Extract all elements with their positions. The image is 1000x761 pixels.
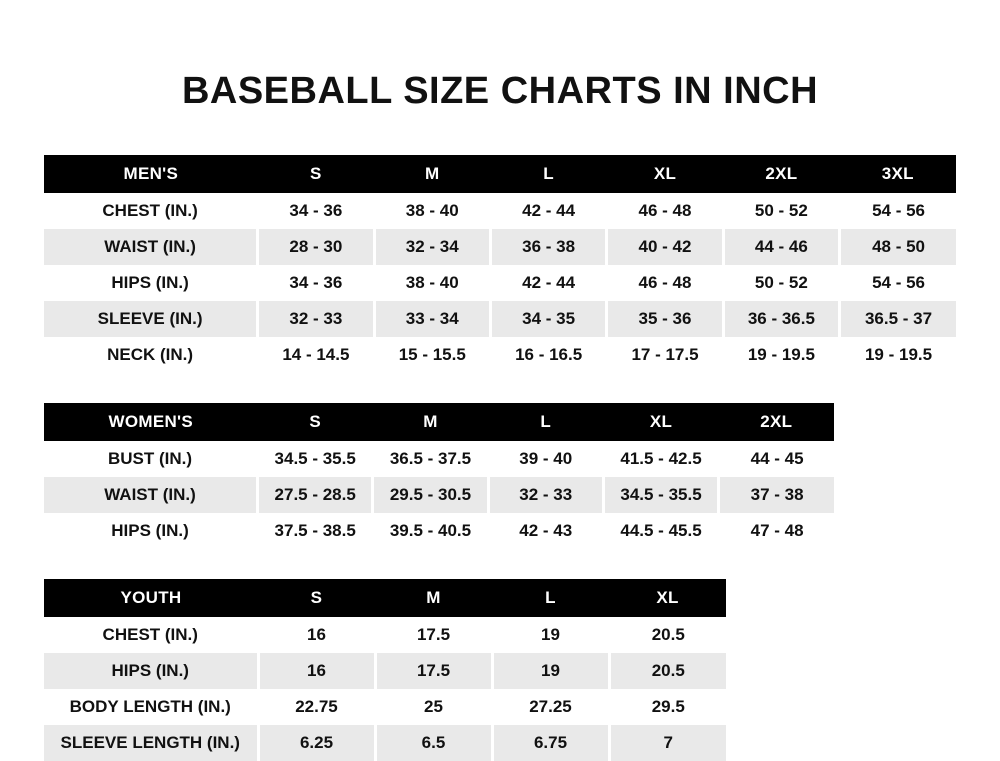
mens-header-category: MEN'S bbox=[44, 155, 258, 193]
cell: 36.5 - 37 bbox=[840, 301, 956, 337]
table-row bbox=[44, 689, 726, 725]
youth-header-s: S bbox=[258, 579, 375, 617]
cell: 37 - 38 bbox=[719, 477, 834, 513]
mens-table-body bbox=[44, 193, 956, 373]
cell: 32 - 33 bbox=[258, 301, 374, 337]
row-label: CHEST (IN.) bbox=[44, 193, 258, 229]
cell: 32 - 33 bbox=[488, 477, 603, 513]
table-row bbox=[44, 229, 956, 265]
cell: 44 - 46 bbox=[723, 229, 839, 265]
cell: 22.75 bbox=[258, 689, 375, 725]
cell: 27.25 bbox=[492, 689, 609, 725]
cell: 34.5 - 35.5 bbox=[258, 441, 373, 477]
cell: 28 - 30 bbox=[258, 229, 374, 265]
cell: 29.5 - 30.5 bbox=[373, 477, 488, 513]
cell: 36.5 - 37.5 bbox=[373, 441, 488, 477]
row-label: CHEST (IN.) bbox=[44, 617, 258, 653]
cell: 40 - 42 bbox=[607, 229, 723, 265]
mens-table-header bbox=[44, 155, 956, 193]
cell: 34 - 35 bbox=[490, 301, 606, 337]
cell: 50 - 52 bbox=[723, 265, 839, 301]
womens-header-2xl: 2XL bbox=[719, 403, 834, 441]
cell: 34 - 36 bbox=[258, 193, 374, 229]
cell: 15 - 15.5 bbox=[374, 337, 490, 373]
page-title: BASEBALL SIZE CHARTS IN INCH bbox=[181, 70, 819, 112]
row-label: SLEEVE LENGTH (IN.) bbox=[44, 725, 258, 761]
cell: 6.75 bbox=[492, 725, 609, 761]
womens-size-table bbox=[44, 403, 834, 549]
cell: 38 - 40 bbox=[374, 265, 490, 301]
row-label: WAIST (IN.) bbox=[44, 477, 258, 513]
table-row bbox=[44, 725, 726, 761]
row-label: WAIST (IN.) bbox=[44, 229, 258, 265]
cell: 20.5 bbox=[609, 617, 726, 653]
cell: 17 - 17.5 bbox=[607, 337, 723, 373]
youth-header-category: YOUTH bbox=[44, 579, 258, 617]
youth-size-table bbox=[44, 579, 726, 761]
row-label: SLEEVE (IN.) bbox=[44, 301, 258, 337]
row-label: NECK (IN.) bbox=[44, 337, 258, 373]
mens-header-s: S bbox=[258, 155, 374, 193]
tables-container bbox=[0, 155, 1000, 761]
mens-header-3xl: 3XL bbox=[840, 155, 956, 193]
womens-header-category: WOMEN'S bbox=[44, 403, 258, 441]
cell: 19 bbox=[492, 617, 609, 653]
row-label: BODY LENGTH (IN.) bbox=[44, 689, 258, 725]
youth-table-header bbox=[44, 579, 726, 617]
table-row bbox=[44, 301, 956, 337]
cell: 37.5 - 38.5 bbox=[258, 513, 373, 549]
cell: 29.5 bbox=[609, 689, 726, 725]
cell: 32 - 34 bbox=[374, 229, 490, 265]
cell: 41.5 - 42.5 bbox=[603, 441, 718, 477]
cell: 16 bbox=[258, 617, 375, 653]
cell: 46 - 48 bbox=[607, 193, 723, 229]
mens-header-m: M bbox=[374, 155, 490, 193]
cell: 42 - 43 bbox=[488, 513, 603, 549]
table-header-row bbox=[44, 155, 956, 193]
cell: 33 - 34 bbox=[374, 301, 490, 337]
mens-header-xl: XL bbox=[607, 155, 723, 193]
cell: 6.25 bbox=[258, 725, 375, 761]
cell: 44 - 45 bbox=[719, 441, 834, 477]
cell: 36 - 36.5 bbox=[723, 301, 839, 337]
row-label: HIPS (IN.) bbox=[44, 513, 258, 549]
womens-header-s: S bbox=[258, 403, 373, 441]
cell: 46 - 48 bbox=[607, 265, 723, 301]
cell: 42 - 44 bbox=[490, 193, 606, 229]
row-label: HIPS (IN.) bbox=[44, 653, 258, 689]
cell: 48 - 50 bbox=[840, 229, 956, 265]
cell: 19 bbox=[492, 653, 609, 689]
womens-header-xl: XL bbox=[603, 403, 718, 441]
womens-table-header bbox=[44, 403, 834, 441]
cell: 6.5 bbox=[375, 725, 492, 761]
table-header-row bbox=[44, 579, 726, 617]
table-row bbox=[44, 337, 956, 373]
cell: 16 - 16.5 bbox=[490, 337, 606, 373]
cell: 19 - 19.5 bbox=[723, 337, 839, 373]
cell: 17.5 bbox=[375, 653, 492, 689]
youth-header-m: M bbox=[375, 579, 492, 617]
table-header-row bbox=[44, 403, 834, 441]
womens-table-body bbox=[44, 441, 834, 549]
cell: 34 - 36 bbox=[258, 265, 374, 301]
cell: 27.5 - 28.5 bbox=[258, 477, 373, 513]
row-label: BUST (IN.) bbox=[44, 441, 258, 477]
cell: 16 bbox=[258, 653, 375, 689]
table-row bbox=[44, 441, 834, 477]
mens-size-table bbox=[44, 155, 956, 373]
cell: 54 - 56 bbox=[840, 193, 956, 229]
table-row bbox=[44, 513, 834, 549]
cell: 19 - 19.5 bbox=[840, 337, 956, 373]
womens-header-l: L bbox=[488, 403, 603, 441]
cell: 35 - 36 bbox=[607, 301, 723, 337]
cell: 7 bbox=[609, 725, 726, 761]
table-row bbox=[44, 653, 726, 689]
cell: 34.5 - 35.5 bbox=[603, 477, 718, 513]
cell: 25 bbox=[375, 689, 492, 725]
mens-header-l: L bbox=[490, 155, 606, 193]
cell: 54 - 56 bbox=[840, 265, 956, 301]
cell: 47 - 48 bbox=[719, 513, 834, 549]
mens-header-2xl: 2XL bbox=[723, 155, 839, 193]
cell: 20.5 bbox=[609, 653, 726, 689]
cell: 50 - 52 bbox=[723, 193, 839, 229]
youth-table-body bbox=[44, 617, 726, 761]
cell: 17.5 bbox=[375, 617, 492, 653]
table-row bbox=[44, 617, 726, 653]
youth-header-l: L bbox=[492, 579, 609, 617]
cell: 36 - 38 bbox=[490, 229, 606, 265]
table-row bbox=[44, 265, 956, 301]
cell: 42 - 44 bbox=[490, 265, 606, 301]
cell: 38 - 40 bbox=[374, 193, 490, 229]
row-label: HIPS (IN.) bbox=[44, 265, 258, 301]
youth-header-xl: XL bbox=[609, 579, 726, 617]
table-row bbox=[44, 193, 956, 229]
cell: 44.5 - 45.5 bbox=[603, 513, 718, 549]
cell: 39 - 40 bbox=[488, 441, 603, 477]
cell: 39.5 - 40.5 bbox=[373, 513, 488, 549]
table-row bbox=[44, 477, 834, 513]
cell: 14 - 14.5 bbox=[258, 337, 374, 373]
womens-header-m: M bbox=[373, 403, 488, 441]
